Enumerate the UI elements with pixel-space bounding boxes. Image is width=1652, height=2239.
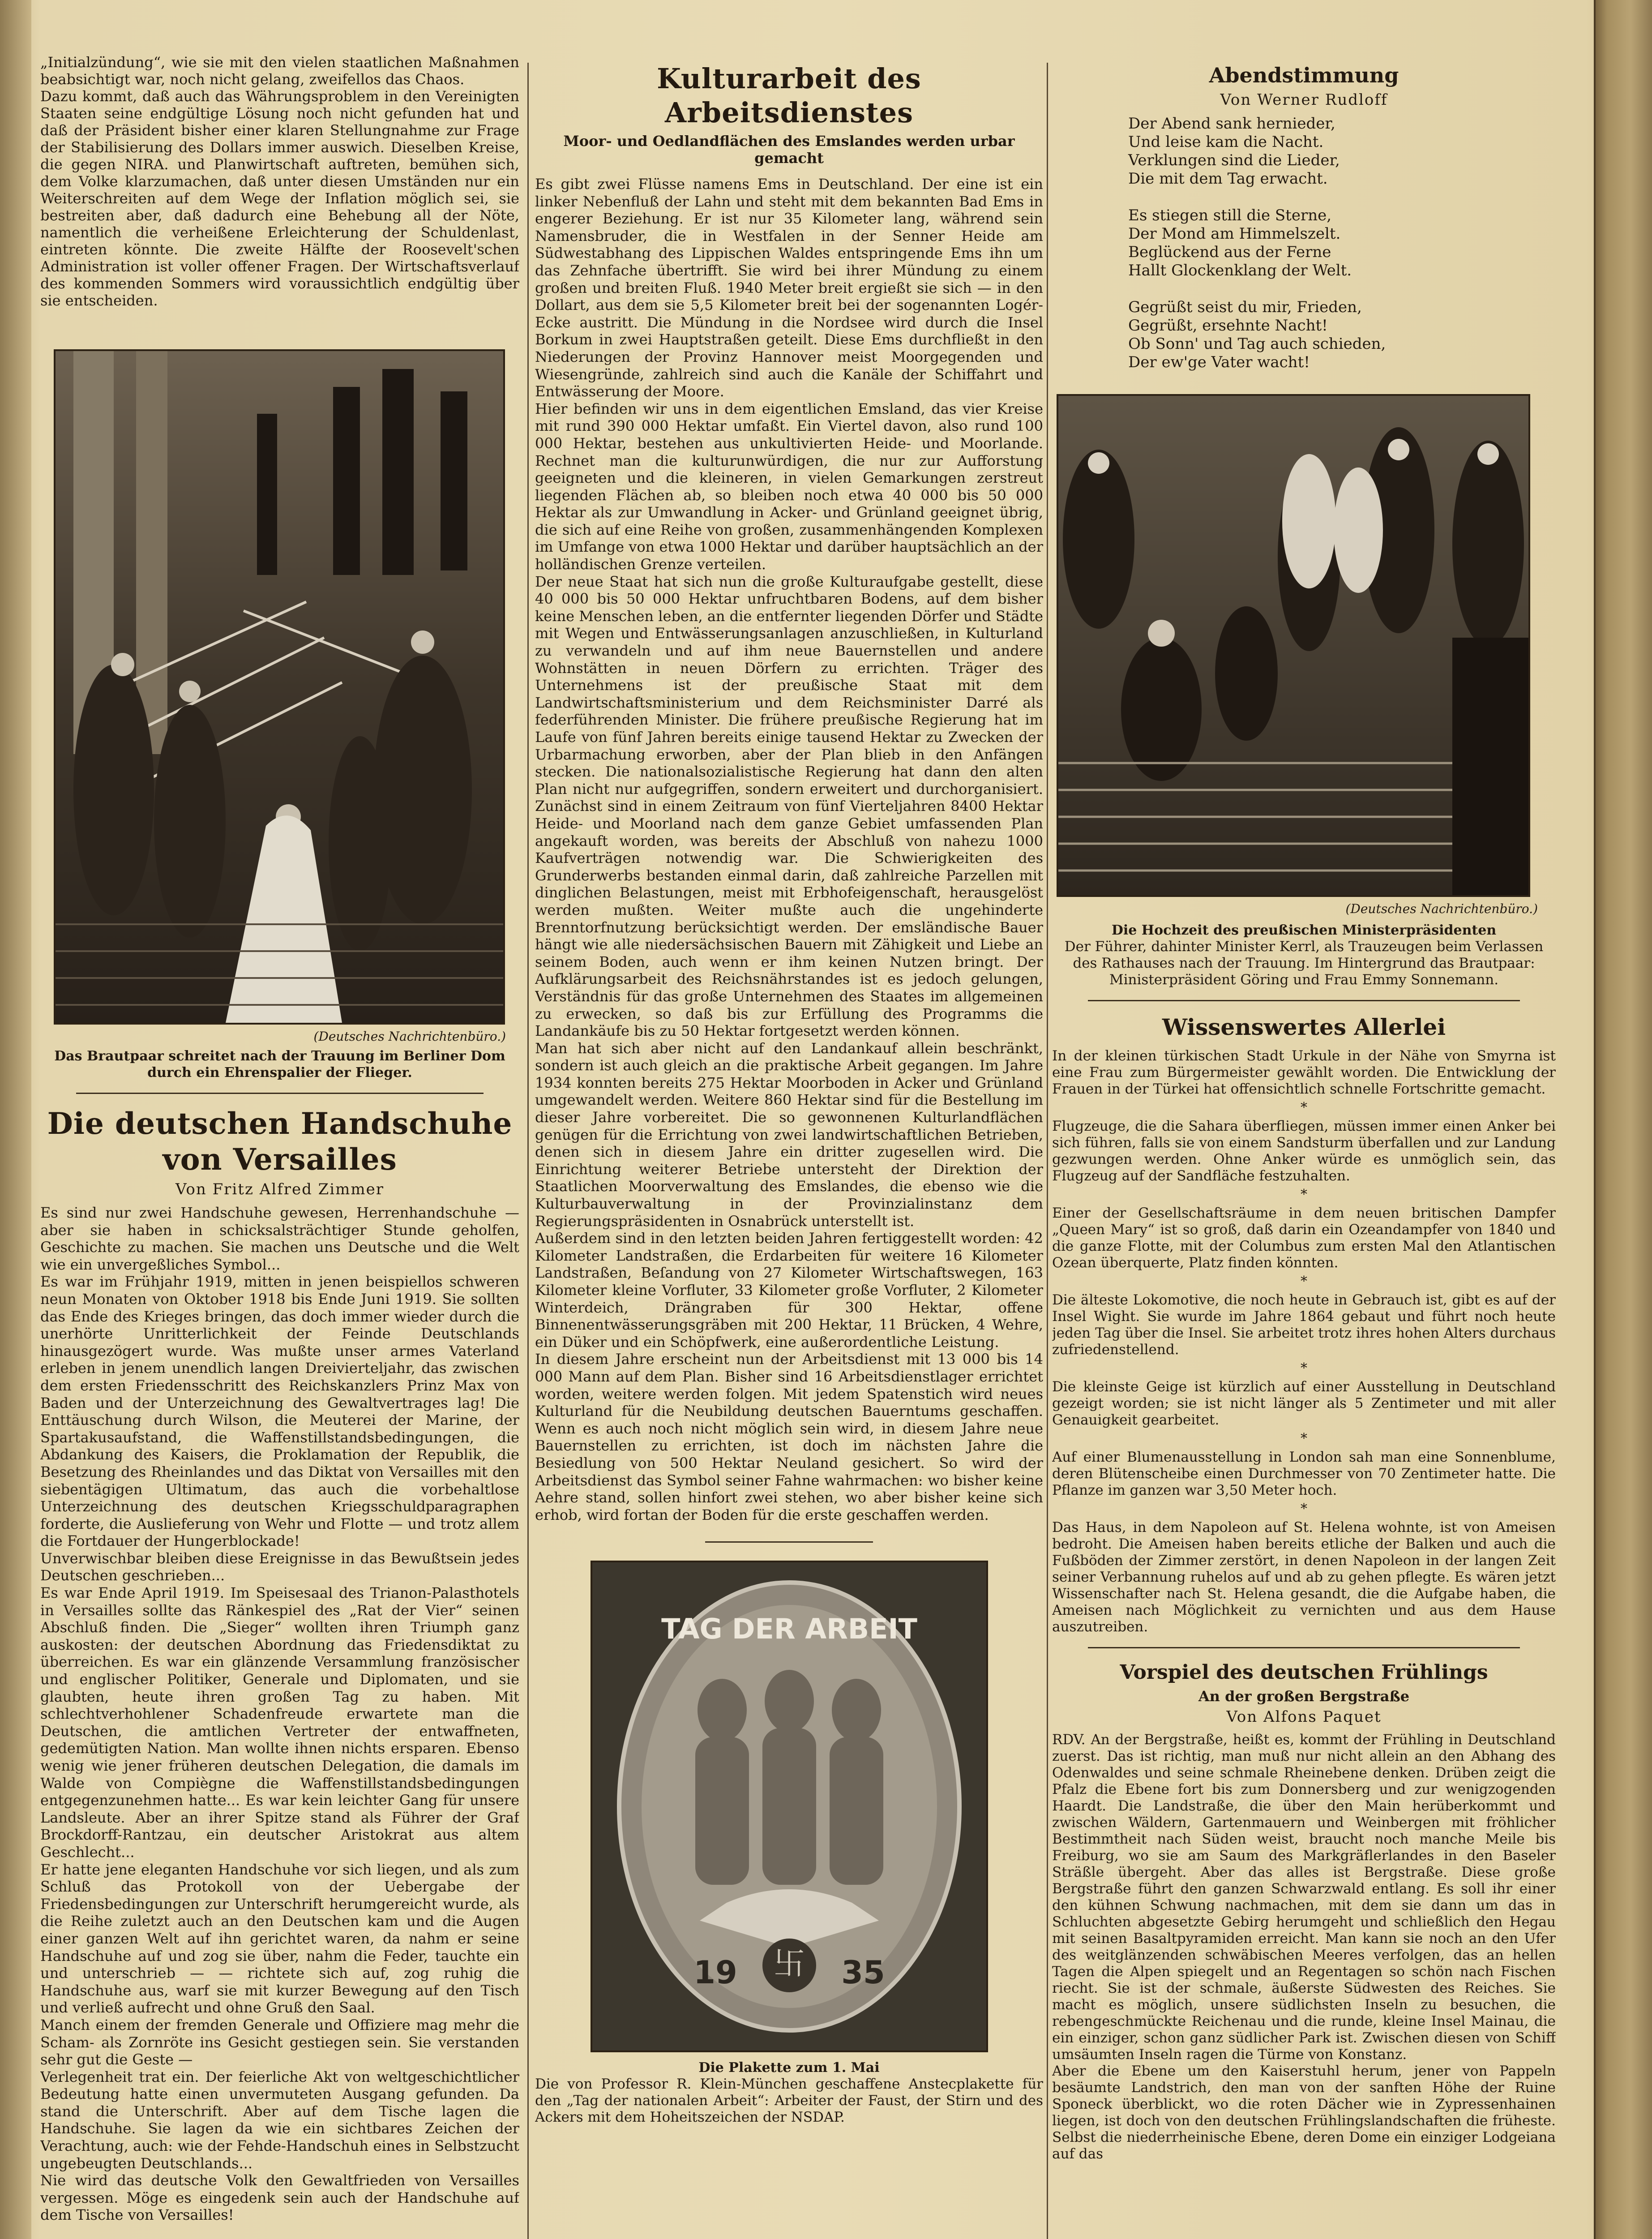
poem-text: Der Abend sank hernieder, Und leise kam die Nacht. Verklungen sind die Lieder, Die mit dem Tag erwacht. Es stiegen still die Sterne, Der Mond am Himmelszelt. Beglückend aus der Ferne Hallt Glockenklang der Welt. Gegrüßt seist du mir, Frieden, Gegrüßt, ersehnte Nacht! Ob Sonn' und Tag auch schieden, Der ew'ge Vater wacht! bbox=[1128, 115, 1386, 371]
plaque-caption-title: Die Plakette zum 1. Mai bbox=[698, 2060, 880, 2076]
fact-item: Die älteste Lokomotive, die noch heute in Gebrauch ist, gibt es auf der Insel Wight. Sie wurde im Jahre 1864 gebaut und führt noch heute jeden Tag über die Insel. Sie arbeitet trotz ihres hohen Alters durchaus zufriedenstellend. bbox=[1052, 1292, 1556, 1358]
fruehling-byline: Von Alfons Paquet bbox=[1226, 1708, 1382, 1726]
divider bbox=[1088, 1647, 1520, 1648]
star-separator: * bbox=[1301, 1360, 1307, 1376]
hochzeit-photo-image bbox=[1058, 396, 1528, 895]
hochzeit-photo-credit: (Deutsches Nachrichtenbüro.) bbox=[1345, 901, 1538, 916]
star-separator: * bbox=[1301, 1274, 1307, 1289]
poem-author: Von Werner Rudloff bbox=[1220, 91, 1388, 109]
column-rule bbox=[527, 63, 529, 2239]
fact-item: Die kleinste Geige ist kürzlich auf einer Ausstellung in Deutschland gezeigt worden; sie ist nicht länger als 5 Zentimeter und mit aller Genauigkeit gearbeitet. bbox=[1052, 1379, 1556, 1428]
hochzeit-photo bbox=[1057, 394, 1530, 897]
plaque-year-left: 19 bbox=[693, 1954, 737, 1991]
poem-title: Abendstimmung bbox=[1209, 63, 1399, 87]
fruehling-title: Vorspiel des deutschen Frühlings bbox=[1120, 1661, 1488, 1684]
wedding-photo bbox=[54, 349, 505, 1025]
divider bbox=[705, 1541, 873, 1543]
facts-list bbox=[1052, 1048, 1556, 1635]
kulturarbeit-subtitle: Moor- und Oedlandflächen des Emslandes werden urbar gemacht bbox=[563, 133, 1015, 167]
divider bbox=[1088, 1000, 1520, 1001]
column-right bbox=[1052, 54, 1556, 2162]
swastika-emblem: 卐 bbox=[773, 1945, 805, 1982]
plaque-image bbox=[592, 1562, 986, 2050]
wedding-photo-caption: Das Brautpaar schreitet nach der Trauung im Berliner Dom durch ein Ehrenspalier der Flieger. bbox=[54, 1048, 505, 1081]
intro-text: „Initialzündung“, wie sie mit den vielen staatlichen Maßnahmen beabsichtigt war, noch nicht gelang, zweifellos das Chaos. Dazu kommt, daß auch das Währungsproblem in den Vereinigten Staaten seine endgültige Lösung noch nicht gefunden hat und daß der Präsident bisher einer klaren Stellungnahme zur Frage der Stabilisierung des Dollars immer auswich. Dieselben Kreise, die gegen NIRA. und Planwirtschaft auftreten, bemühen sich, dem Volke klarzumachen, daß unter diesen Umständen nur ein Weiterschreiten auf dem Wege der Inflation möglich sei, sie bestreiten aber, daß dadurch eine Behebung all der Nöte, namentlich die verheißene Erleichterung der Schuldenlast, eintreten könnte. Die zweite Hälfte der Roosevelt'schen Administration ist voller offener Fragen. Der Wirtschaftsverlauf des kommenden Sommers wird voraussichtlich endgültig über sie entscheiden. bbox=[40, 54, 519, 309]
fact-item: Flugzeuge, die die Sahara überfliegen, müssen immer einen Anker bei sich führen, falls sie von einem Sandsturm überfallen und zur Landung gezwungen werden. Ohne Anker würde es unmöglich sein, das Flugzeug auf der Sandfläche festzuhalten. bbox=[1052, 1118, 1556, 1184]
fact-item: Das Haus, in dem Napoleon auf St. Helena wohnte, ist von Ameisen bedroht. Die Ameisen haben bereits etliche der Balken und auch die Fußböden der Zimmer zerstört, in denen Napoleon in der langen Zeit seiner Verbannung ruhelos auf und ab zu gehen pflegte. Es wären jetzt Wissenschafter nach St. Helena gesandt, die die Aufgabe haben, die Ameisen nach Möglichkeit zu vernichten und aus dem Hause auszutreiben. bbox=[1052, 1519, 1556, 1635]
versailles-byline: Von Fritz Alfred Zimmer bbox=[175, 1180, 385, 1198]
kulturarbeit-title: Kulturarbeit des Arbeitsdienstes bbox=[657, 62, 921, 129]
plaque-caption: Die von Professor R. Klein-München geschaffene Anstecplakette für den „Tag der nationalen Arbeit“: Arbeiter der Faust, der Stirn und des Ackers mit dem Hoheitszeichen der NSDAP. bbox=[535, 2076, 1043, 2126]
fact-item: Einer der Gesellschaftsräume in dem neuen britischen Dampfer „Queen Mary“ ist so groß, daß darin ein Ozeandampfer von 1840 und die ganze Flotte, mit der Columbus zum ersten Mal den Atlantischen Ozean überquerte, Platz finden könnten. bbox=[1052, 1205, 1556, 1271]
divider bbox=[76, 1093, 484, 1094]
versailles-body: Es sind nur zwei Handschuhe gewesen, Herrenhandschuhe — aber sie haben in schicksalsträchtiger Stunde geholfen, Geschichte zu machen. Sie machen uns Deutsche und die Welt wie ein unvergeßliches Symbol... Es war im Frühjahr 1919, mitten in jenen beispiellos schweren neun Monaten von Oktober 1918 bis Ende Juni 1919. Sie sollten das Ende des Krieges bringen, das doch immer wieder durch die unerhörte Unritterlichkeit der Feinde Deutschlands hinausgezögert wurde. Was mußte unser armes Vaterland erleben in jenem unendlich langen Dreivierteljahr, das zwischen dem ersten Friedensschritt des Reichskanzlers Prinz Max von Baden und der Unterzeichnung des Gewaltvertrages lag! Die Enttäuschung durch Wilson, die Meuterei der Marine, der Spartakusaufstand, die Waffenstillstandsbedingungen, die Abdankung des Kaisers, die Proklamation der Republik, die Besetzung des Rheinlandes und das Diktat von Versailles mit den siebentägigen Ultimatum, das auch die vorbehaltlose Unterzeichnung des deutschen Kriegsschuldparagraphen forderte, die Auslieferung von Wehr und Flotte — und trotz allem die Fortdauer der Hungerblockade! Unverwischbar bleiben diese Ereignisse in das Bewußtsein jedes Deutschen geschrieben... Es war Ende April 1919. Im Speisesaal des Trianon-Palasthotels in Versailles sollte das Ränkespiel des „Rat der Vier“ seinen Abschluß finden. Die „Sieger“ wollten ihren Triumph ganz auskosten: der deutschen Abordnung das Friedensdiktat zu überreichen. Es war ein glänzende Versammlung französischer und englischer Politiker, Generale und Diplomaten, und sie glaubten, heute ihren großen Tag zu haben. Mit schlechtverhohlener Schadenfreude erwartete man die Deutschen, die amtlichen Vertreter der entwaffneten, gedemütigten Nation. Man wollte ihnen nichts ersparen. Ebenso wenig wie jener früheren deutschen Delegation, die damals im Walde von Compiègne die Waffenstillstandsbedingungen entgegenzunehmen hatte... Es war kein leichter Gang für unsere Landsleute. Aber an ihrer Spitze stand als Führer der Graf Brockdorff-Rantzau, ein deutscher Aristokrat aus altem Geschlecht... Er hatte jene eleganten Handschuhe vor sich liegen, und als zum Schluß das Protokoll von der Uebergabe der Friedensbedingungen zur Unterschrift herumgereicht wurde, als die Reihe zuletzt auch an den Deutschen kam und die Augen einer ganzen Welt auf ihn gerichtet waren, da nahm er seine Handschuhe auf und zog sie über, nahm die Feder, tauchte ein und unterschrieb — — richtete sich auf, zog ruhig die Handschuhe aus, warf sie mit kurzer Bewegung auf den Tisch und verließ aufrecht und ohne Gruß den Saal. Manch einem der fremden Generale und Offiziere mag mehr die Scham- als Zornröte ins Gesicht gestiegen sein. Sie verstanden sehr gut die Geste — Verlegenheit trat ein. Der feierliche Akt von weltgeschichtlicher Bedeutung hatte einen unvermuteten Ausgang gefunden. Da stand die Unterschrift. Aber auf dem Tische lagen die Handschuhe. Sie lagen da wie ein sichtbares Zeichen der Verachtung, auch: wie der Fehde-Handschuh eines in Selbstzucht ungebeugten Deutschlands... Nie wird das deutsche Volk den Gewaltfrieden von Versailles vergessen. Möge es eingedenk sein auch der Handschuhe auf dem Tische von Versailles! bbox=[40, 1204, 519, 2224]
kulturarbeit-body: Es gibt zwei Flüsse namens Ems in Deutschland. Der eine ist ein linker Nebenfluß der Lahn und steht mit dem bekannten Bad Ems in engerer Beziehung. Er ist nur 35 Kilometer lang, während sein Namensbruder, die in Westfalen in der Senner Heide am Südwestabhang des Lippischen Waldes entspringende Ems ihn um das Zehnfache übertrifft. Sie wird bei ihrer Mündung zu einem großen und breiten Fluß. 1940 Meter breit ergießt sie sich — in den Dollart, aus dem sie 5,5 Kilometer breit bei der sogenannten Logér-Ecke austritt. Die Mündung in die Nordsee wird durch die Insel Borkum in zwei Hauptstraßen geteilt. Diese Ems durchfließt in den Niederungen der Provinz Hannover meist Moorgegenden und Wiesengründe, zahlreich sind auch die Kanäle der Schiffahrt und Entwässerung der Moore. Hier befinden wir uns in dem eigentlichen Emsland, das vier Kreise mit rund 390 000 Hektar umfaßt. Ein Viertel davon, also rund 100 000 Hektar, bestehen aus unkultivierten Heide- und Moorlande. Rechnet man die kulturunwürdigen, die nur zur Aufforstung geeigneten und die kleineren, in vielen Gemarkungen zerstreut liegenden Flächen ab, so bleiben noch etwa 40 000 bis 50 000 Hektar als zur Umwandlung in Acker- und Grünland geeignet übrig, die sich auf eine Reihe von großen, zusammenhängenden Komplexen im Umfange von etwa 1000 Hektar und darüber hauptsächlich an der holländischen Grenze verteilen. Der neue Staat hat sich nun die große Kulturaufgabe gestellt, diese 40 000 bis 50 000 Hektar unfruchtbaren Bodens, auf dem bisher keine Menschen leben, an die entfernter liegenden Dörfer und Städte mit Wegen und Entwässerungsanlagen anzuschließen, in Kulturland zu verwandeln und auf ihm neue Bauernstellen und andere Wohnstätten in neuen Dörfern zu errichten. Träger des Unternehmens ist der preußische Staat mit dem Landwirtschaftsministerium und dem Reichsminister Darré als federführenden Minister. Die frühere preußische Regierung hat im Laufe von fünf Jahren bereits einige tausend Hektar zu Zwecken der Urbarmachung erworben, aber der Plan blieb in den Anfängen stecken. Die nationalsozialistische Regierung hat dann den alten Plan nicht nur aufgegriffen, sondern erweitert und durchorganisiert. Zunächst sind in einem Zeitraum von fünf Vierteljahren 8400 Hektar Heide- und Moorland nach dem ganze Gebiet umfassenden Plan angekauft worden, was bereits der Abschluß von nahezu 1000 Kaufverträgen notwendig war. Die Schwierigkeiten des Grunderwerbs bestanden einmal darin, daß zahlreiche Parzellen mit dinglichen Belastungen, meist mit Erbhofeigenschaft, herausgelöst werden mußten. Weiter mußte auch die ungehinderte Brenntorfnutzung berücksichtigt werden. Der emsländische Bauer hängt wie alle niedersächsischen Bauern mit Zähigkeit und Liebe an seinem Boden, auch wenn er ihm keinen Nutzen bringt. Der Aufklärungsarbeit des Reichsnährstandes ist es jedoch gelungen, Verständnis für das große Unternehmen des Staates im allgemeinen zu erwecken, so daß bis zur Erfüllung des Programms die Landankäufe bis zu 50 Hektar fortgesetzt werden können. Man hat sich aber nicht auf den Landankauf allein beschränkt, sondern ist auch gleich an die praktische Arbeit gegangen. Im Jahre 1934 konnten bereits 275 Hektar Moorboden in Acker und Grünland umgewandelt werden. Weitere 860 Hektar sind für die Bestellung im dieser Jahre vorbereitet. Die so gewonnenen Kulturlandflächen genügen für die Errichtung von zwei landwirtschaftlichen Betrieben, denen sich in diesem Jahre ein dritter zugesellen wird. Die Einrichtung weiterer Betriebe untersteht der Direktion der Staatlichen Moorverwaltung des Emslandes, die ebenso wie die Kulturbauverwaltung in der Provinzialinstanz dem Regierungspräsidenten in Osnabrück unterstellt ist. Außerdem sind in den letzten beiden Jahren fertiggestellt worden: 42 Kilometer Landstraßen, die Erdarbeiten für weitere 16 Kilometer Landstraßen, Beſandung von 27 Kilometer Wirtschaftswegen, 163 Kilometer kleine Vorfluter, 33 Kilometer große Vorfluter, 2 Kilometer Winterdeich, Drängraben für 300 Hektar, offene Binnenentwässerungsgräben mit 200 Hektar, 11 Brücken, 4 Wehre, ein Düker und ein Schöpfwerk, eine außerordentliche Leistung. In diesem Jahre erscheint nun der Arbeitsdienst mit 13 000 bis 14 000 Mann auf dem Plan. Bisher sind 16 Arbeitsdienstlager errichtet worden, weitere werden folgen. Mit jedem Spatenstich wird neues Kulturland für die Neubildung deutschen Bauerntums geschaffen. Wenn es auch noch nicht möglich sein wird, in diesem Jahre neue Bauernstellen zu errichten, ist doch im nächsten Jahre die Besiedlung von 500 Hektar Neuland gesichert. So wird der Arbeitsdienst das Symbol seiner Fahne wahrmachen: wo bisher keine Aehre stand, sollen hinfort zwei stehen, wo aber bisher keine sich erhob, wird fortan der Boden für die erste geschaffen werden. bbox=[535, 176, 1043, 1523]
page-edge-strip bbox=[1594, 0, 1652, 2239]
column-middle bbox=[535, 54, 1043, 2126]
wedding-photo-image bbox=[56, 351, 503, 1023]
binding-margin bbox=[0, 0, 31, 2239]
star-separator: * bbox=[1301, 1187, 1307, 1202]
fruehling-subtitle: An der großen Bergstraße bbox=[1198, 1688, 1410, 1705]
star-separator: * bbox=[1301, 1501, 1307, 1517]
wedding-photo-credit: (Deutsches Nachrichtenbüro.) bbox=[313, 1029, 506, 1044]
column-left bbox=[40, 54, 519, 2224]
column-rule bbox=[1047, 63, 1048, 2239]
plaque-inscription: TAG DER ARBEIT bbox=[661, 1613, 917, 1646]
star-separator: * bbox=[1301, 1431, 1307, 1446]
versailles-title: Die deutschen Handschuhe von Versailles bbox=[47, 1106, 513, 1177]
star-separator: * bbox=[1301, 1100, 1307, 1115]
wissenswertes-title: Wissenswertes Allerlei bbox=[1162, 1014, 1446, 1040]
fact-item: Auf einer Blumenausstellung in London sah man eine Sonnenblume, deren Blütenscheibe einen Durchmesser von 70 Zentimeter hatte. Die Pflanze im ganzen war 3,50 Meter hoch. bbox=[1052, 1449, 1556, 1498]
plaque-year-right: 35 bbox=[841, 1954, 885, 1991]
hochzeit-caption: Der Führer, dahinter Minister Kerrl, als Trauzeugen beim Verlassen des Rathauses nach der Trauung. Im Hintergrund das Brautpaar: Ministerpräsident Göring und Frau Emmy Sonnemann. bbox=[1064, 939, 1544, 988]
fact-item: In der kleinen türkischen Stadt Urkule in der Nähe von Smyrna ist eine Frau zum Bürgermeister gewählt worden. Die Entwicklung der Frauen in der Türkei hat offensichtlich schnelle Fortschritte gemacht. bbox=[1052, 1048, 1556, 1097]
hochzeit-caption-title: Die Hochzeit des preußischen Ministerpräsidenten bbox=[1111, 922, 1497, 938]
fruehling-body: RDV. An der Bergstraße, heißt es, kommt der Frühling in Deutschland zuerst. Das ist richtig, man muß nur nicht allein an den Abhang des Odenwaldes und seine schmale Rheinebene denken. Drüben zeigt die Pfalz die Ebene fort bis zum Donnersberg und zur wenigzogenden Haardt. Die Landstraße, die über den Main herüberkommt und zwischen Wäldern, Gartenmauern und Weinbergen mit fröhlicher Bestimmtheit nach Süden weist, braucht noch manche Meile bis Freiburg, wo sie am Saum des Markgräflerlandes in den Baseler Sträßle übergeht. Aber das alles ist Bergstraße. Diese große Bergstraße führt den ganzen Schwarzwald entlang. Es soll ihr einer den kühnen Schwung nachmachen, mit dem sie dann um das in Schluchten abgesetzte Gebirg herumgeht und schließlich den Hegau mit seinen Basaltpyramiden erreicht. Man kann sie noch an den Ufer des weitglänzenden schwäbischen Meeres verfolgen, das an hellen Tagen die Alpen spiegelt und an Regentagen so schön nach Fischen riecht. Sie ist der schmale, äußerste Südwesten des Reiches. Sie macht es möglich, unsere südlichsten Inseln zu besuchen, die rebengeschmückte Reichenau und die runde, kleine Insel Mainau, die ein einziger, schon ganz südlicher Park ist. Zwischen diesen von Schiff umsäumten Inseln ragen die Türme von Konstanz. Aber die Ebene um den Kaiserstuhl herum, jener von Pappeln besäumte Landstrich, den man von der sanften Höhe der Ruine Sponeck überblickt, wo die roten Dächer wie in Zypressenhainen liegen, ist doch von den deutschen Frühlingslandschaften die früheste. Selbst die niederrheinische Ebene, deren Dome ein einziger Lodgeiana auf das bbox=[1052, 1732, 1556, 2162]
plaque-photo bbox=[591, 1561, 988, 2052]
